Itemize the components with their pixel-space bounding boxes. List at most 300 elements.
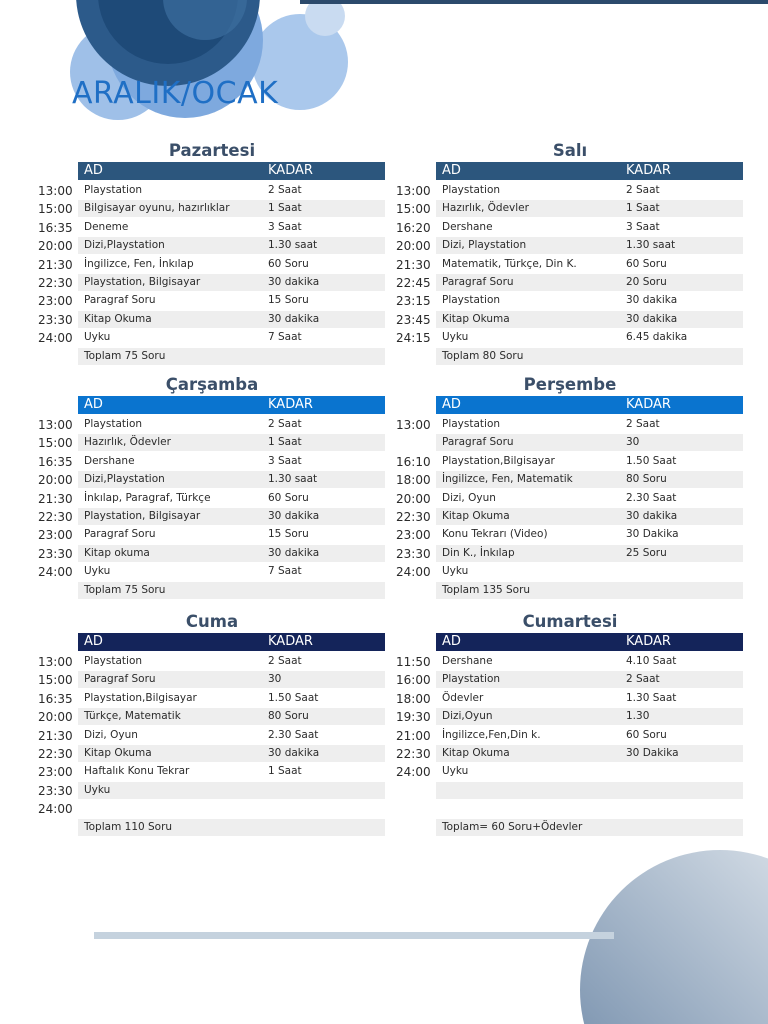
- row-activity: Dizi, Oyun: [84, 728, 138, 741]
- table-row: [38, 653, 386, 671]
- row-activity: Playstation: [84, 184, 143, 196]
- row-time: 24:15: [396, 331, 431, 346]
- row-amount: 30 Dakika: [626, 747, 679, 759]
- row-cell: [436, 745, 743, 762]
- row-activity: İngilizce, Fen, İnkılap: [84, 257, 194, 270]
- row-time: 22:45: [396, 276, 431, 290]
- table-row: [38, 582, 386, 600]
- row-cell: [436, 563, 743, 580]
- day-block: [38, 141, 386, 366]
- day-block: [396, 612, 744, 837]
- table-row: [396, 274, 744, 292]
- row-time: 20:00: [38, 239, 73, 254]
- table-row: [38, 292, 386, 310]
- day-block: [396, 375, 744, 600]
- row-time: 24:00: [38, 331, 73, 346]
- row-activity: Uyku: [84, 783, 111, 796]
- table-row: [38, 745, 386, 763]
- table-row: [396, 800, 744, 818]
- row-cell: [78, 545, 385, 562]
- row-amount: 80 Soru: [268, 710, 309, 723]
- row-cell: [436, 200, 743, 217]
- row-activity: Konu Tekrarı (Video): [442, 528, 548, 541]
- header-kadar: KADAR: [626, 163, 671, 178]
- table-row: [396, 182, 744, 200]
- header-kadar: KADAR: [626, 397, 671, 412]
- row-time: 21:30: [396, 257, 431, 272]
- row-cell: [78, 182, 385, 199]
- row-amount: 30 dakika: [268, 546, 320, 559]
- table-header: [436, 162, 743, 180]
- table-row: [38, 782, 386, 800]
- row-amount: 1 Saat: [626, 202, 660, 215]
- row-amount: 30 dakika: [268, 312, 320, 325]
- row-amount: 2 Saat: [626, 673, 660, 686]
- day-title: Pazartesi: [168, 141, 256, 160]
- row-amount: 1 Saat: [268, 202, 302, 215]
- day-block: [38, 375, 386, 600]
- table-row: [38, 182, 386, 200]
- row-amount: 7 Saat: [268, 565, 302, 578]
- row-cell: [78, 745, 385, 762]
- row-amount: 60 Soru: [268, 257, 309, 270]
- row-cell: [436, 292, 743, 309]
- header-ad: AD: [84, 397, 103, 412]
- row-amount: 15 Soru: [268, 294, 309, 307]
- row-time: 23:00: [396, 528, 431, 543]
- row-cell: [436, 819, 743, 836]
- header-kadar: KADAR: [268, 163, 313, 178]
- row-time: 21:30: [38, 491, 73, 506]
- row-activity: Playstation, Bilgisayar: [84, 510, 201, 522]
- table-row: [396, 416, 744, 434]
- row-time: 20:00: [396, 491, 431, 506]
- row-amount: 7 Saat: [268, 331, 302, 344]
- row-activity: Bilgisayar oyunu, hazırlıklar: [84, 202, 230, 215]
- header-kadar: KADAR: [268, 634, 313, 649]
- row-amount: 2.30 Saat: [626, 491, 677, 504]
- row-amount: 30 dakika: [268, 276, 320, 288]
- table-row: [38, 471, 386, 489]
- table-row: [396, 256, 744, 274]
- table-row: [38, 671, 386, 689]
- row-time: 23:30: [38, 546, 73, 561]
- table-row: [38, 690, 386, 708]
- table-row: [38, 763, 386, 781]
- row-activity: Toplam= 60 Soru+Ödevler: [442, 820, 583, 833]
- row-cell: [436, 526, 743, 543]
- row-cell: [436, 219, 743, 236]
- row-time: 16:35: [38, 691, 73, 706]
- row-amount: 30 dakika: [626, 510, 678, 522]
- row-cell: [78, 819, 385, 836]
- row-amount: 1.50 Saat: [626, 454, 677, 467]
- row-time: 11:50: [396, 655, 431, 669]
- table-row: [396, 582, 744, 600]
- row-time: 13:00: [38, 655, 73, 669]
- row-amount: 30: [626, 436, 640, 449]
- row-cell: [78, 800, 385, 817]
- row-activity: İnkılap, Paragraf, Türkçe: [84, 491, 211, 504]
- row-amount: 30 dakika: [626, 294, 678, 307]
- row-time: 15:00: [38, 202, 73, 217]
- row-amount: 1.30 saat: [268, 239, 318, 252]
- row-activity: Playstation: [84, 655, 143, 667]
- row-time: 16:35: [38, 454, 73, 469]
- row-cell: [436, 653, 743, 670]
- row-activity: Dizi, Oyun: [442, 491, 496, 504]
- row-activity: Dershane: [84, 454, 135, 467]
- row-time: 23:30: [38, 783, 73, 798]
- row-activity: Kitap Okuma: [442, 747, 510, 759]
- row-activity: Playstation: [442, 418, 501, 430]
- row-amount: 20 Soru: [626, 276, 667, 288]
- row-amount: 60 Soru: [626, 257, 667, 270]
- table-row: [38, 453, 386, 471]
- row-activity: Kitap Okuma: [84, 312, 152, 325]
- table-row: [38, 708, 386, 726]
- row-amount: 30 dakika: [626, 312, 678, 325]
- table-row: [396, 508, 744, 526]
- table-row: [396, 782, 744, 800]
- row-amount: 1.50 Saat: [268, 691, 319, 704]
- table-row: [396, 745, 744, 763]
- row-activity: Playstation: [442, 184, 501, 196]
- table-row: [38, 800, 386, 818]
- row-cell: [436, 256, 743, 273]
- row-time: 23:30: [38, 312, 73, 327]
- row-cell: [78, 708, 385, 725]
- row-activity: Paragraf Soru: [84, 528, 156, 541]
- row-time: 22:30: [38, 276, 73, 290]
- row-cell: [78, 453, 385, 470]
- table-row: [396, 819, 744, 837]
- table-row: [38, 545, 386, 563]
- row-amount: 1.30: [626, 710, 650, 723]
- row-cell: [78, 782, 385, 799]
- row-time: 23:45: [396, 312, 431, 327]
- row-cell: [78, 311, 385, 328]
- row-activity: Deneme: [84, 220, 129, 233]
- row-cell: [78, 200, 385, 217]
- header-ad: AD: [442, 397, 461, 412]
- row-activity: Hazırlık, Ödevler: [84, 436, 171, 449]
- table-row: [38, 727, 386, 745]
- table-row: [396, 453, 744, 471]
- row-time: 24:00: [38, 802, 73, 817]
- row-cell: [436, 182, 743, 199]
- row-activity: Paragraf Soru: [84, 294, 156, 307]
- row-amount: 1.30 saat: [626, 239, 676, 252]
- row-time: 15:00: [38, 673, 73, 688]
- row-activity: Kitap okuma: [84, 546, 150, 559]
- top-rule: [300, 0, 768, 4]
- row-amount: 2 Saat: [268, 418, 302, 430]
- row-cell: [78, 434, 385, 451]
- bottom-rule: [94, 932, 614, 939]
- row-activity: Toplam 110 Soru: [84, 820, 173, 833]
- row-cell: [436, 508, 743, 525]
- row-activity: Haftalık Konu Tekrar: [84, 765, 190, 778]
- day-title: Çarşamba: [165, 375, 259, 394]
- table-row: [38, 329, 386, 347]
- row-amount: 30: [268, 673, 282, 686]
- row-cell: [436, 490, 743, 507]
- row-cell: [78, 727, 385, 744]
- row-cell: [436, 348, 743, 365]
- table-header: [78, 633, 385, 651]
- table-header: [78, 162, 385, 180]
- row-time: 20:00: [38, 710, 73, 725]
- table-row: [38, 490, 386, 508]
- row-activity: Playstation,Bilgisayar: [84, 691, 197, 704]
- row-activity: Kitap Okuma: [442, 510, 510, 522]
- row-cell: [78, 219, 385, 236]
- row-time: 13:00: [38, 418, 73, 432]
- header-kadar: KADAR: [626, 634, 671, 649]
- row-cell: [78, 763, 385, 780]
- day-title: Salı: [552, 141, 588, 160]
- row-amount: 2 Saat: [626, 184, 660, 196]
- row-amount: 30 Dakika: [626, 528, 679, 541]
- row-amount: 30 dakika: [268, 510, 320, 522]
- table-row: [396, 490, 744, 508]
- row-time: 22:30: [38, 747, 73, 761]
- header-ad: AD: [442, 163, 461, 178]
- header-ad: AD: [442, 634, 461, 649]
- table-row: [396, 434, 744, 452]
- row-time: 16:10: [396, 454, 431, 469]
- row-time: 15:00: [396, 202, 431, 217]
- row-cell: [436, 329, 743, 346]
- row-time: 23:15: [396, 294, 431, 309]
- table-row: [38, 526, 386, 544]
- row-activity: Kitap Okuma: [442, 312, 510, 325]
- row-amount: 3 Saat: [626, 220, 660, 233]
- row-cell: [78, 671, 385, 688]
- table-row: [38, 274, 386, 292]
- table-row: [396, 671, 744, 689]
- row-activity: Playstation, Bilgisayar: [84, 276, 201, 288]
- row-time: 23:00: [38, 765, 73, 780]
- table-row: [396, 329, 744, 347]
- row-cell: [78, 256, 385, 273]
- table-row: [38, 256, 386, 274]
- table-row: [396, 727, 744, 745]
- row-activity: Playstation: [442, 294, 501, 307]
- row-cell: [436, 416, 743, 433]
- row-activity: Playstation: [84, 418, 143, 430]
- row-activity: Dershane: [442, 220, 493, 233]
- row-activity: Uyku: [442, 331, 469, 344]
- table-row: [396, 348, 744, 366]
- table-row: [38, 348, 386, 366]
- row-activity: Dizi,Playstation: [84, 239, 165, 252]
- day-title: Cuma: [185, 612, 239, 631]
- row-activity: Paragraf Soru: [442, 436, 514, 449]
- row-activity: Dizi, Playstation: [442, 239, 527, 252]
- row-time: 24:00: [396, 765, 431, 780]
- row-cell: [78, 653, 385, 670]
- row-amount: 2.30 Saat: [268, 728, 319, 741]
- table-row: [38, 508, 386, 526]
- row-amount: 60 Soru: [268, 491, 309, 504]
- table-row: [396, 545, 744, 563]
- row-cell: [78, 490, 385, 507]
- row-cell: [436, 782, 743, 799]
- row-activity: İngilizce, Fen, Matematik: [442, 473, 573, 486]
- day-title: Perşembe: [523, 375, 617, 394]
- row-cell: [436, 471, 743, 488]
- table-header: [436, 396, 743, 414]
- row-activity: Playstation,Bilgisayar: [442, 454, 555, 467]
- table-row: [38, 219, 386, 237]
- row-amount: 1.30 saat: [268, 473, 318, 486]
- row-cell: [78, 329, 385, 346]
- row-activity: Türkçe, Matematik: [84, 710, 181, 723]
- row-activity: Paragraf Soru: [442, 276, 514, 288]
- header-kadar: KADAR: [268, 397, 313, 412]
- row-cell: [436, 311, 743, 328]
- row-cell: [436, 708, 743, 725]
- row-amount: 3 Saat: [268, 220, 302, 233]
- day-block: [38, 612, 386, 837]
- row-time: 22:30: [396, 510, 431, 524]
- row-cell: [436, 763, 743, 780]
- row-time: 23:00: [38, 294, 73, 309]
- row-time: 20:00: [38, 473, 73, 488]
- table-row: [396, 237, 744, 255]
- row-cell: [436, 671, 743, 688]
- row-activity: Toplam 75 Soru: [84, 583, 166, 596]
- row-amount: 1.30 Saat: [626, 691, 677, 704]
- row-time: 15:00: [38, 436, 73, 451]
- row-amount: 3 Saat: [268, 454, 302, 467]
- row-time: 22:30: [396, 747, 431, 761]
- row-cell: [436, 545, 743, 562]
- table-row: [38, 819, 386, 837]
- table-header: [436, 633, 743, 651]
- row-time: 23:30: [396, 546, 431, 561]
- row-cell: [78, 526, 385, 543]
- row-time: 13:00: [396, 184, 431, 198]
- row-cell: [436, 582, 743, 599]
- row-amount: 2 Saat: [626, 418, 660, 430]
- row-cell: [436, 237, 743, 254]
- row-amount: 2 Saat: [268, 184, 302, 196]
- row-activity: Dershane: [442, 655, 493, 667]
- row-time: 16:00: [396, 673, 431, 688]
- row-time: 21:30: [38, 728, 73, 743]
- row-cell: [436, 690, 743, 707]
- row-cell: [78, 348, 385, 365]
- row-amount: 1 Saat: [268, 765, 302, 778]
- row-activity: Uyku: [442, 765, 469, 778]
- row-cell: [436, 434, 743, 451]
- table-row: [38, 237, 386, 255]
- row-amount: 80 Soru: [626, 473, 667, 486]
- table-row: [396, 292, 744, 310]
- row-cell: [78, 582, 385, 599]
- row-activity: Toplam 135 Soru: [442, 583, 531, 596]
- row-cell: [78, 292, 385, 309]
- row-activity: Uyku: [84, 565, 111, 578]
- row-amount: 4.10 Saat: [626, 655, 677, 667]
- row-activity: Paragraf Soru: [84, 673, 156, 686]
- row-cell: [78, 508, 385, 525]
- row-time: 21:30: [38, 257, 73, 272]
- row-activity: Din K., İnkılap: [442, 546, 515, 559]
- row-activity: Uyku: [442, 565, 469, 578]
- table-row: [396, 526, 744, 544]
- row-activity: Kitap Okuma: [84, 747, 152, 759]
- row-time: 13:00: [396, 418, 431, 432]
- row-activity: Toplam 80 Soru: [442, 349, 524, 362]
- table-row: [396, 471, 744, 489]
- row-cell: [78, 237, 385, 254]
- table-row: [38, 563, 386, 581]
- table-row: [396, 311, 744, 329]
- page-title: ARALIK/OCAK: [72, 76, 279, 111]
- row-amount: 30 dakika: [268, 747, 320, 759]
- table-row: [396, 708, 744, 726]
- row-activity: Playstation: [442, 673, 501, 686]
- row-time: 19:30: [396, 710, 431, 725]
- row-cell: [78, 690, 385, 707]
- row-time: 21:00: [396, 728, 431, 743]
- row-amount: 1 Saat: [268, 436, 302, 449]
- row-cell: [78, 274, 385, 291]
- row-activity: İngilizce,Fen,Din k.: [442, 728, 541, 741]
- table-row: [38, 416, 386, 434]
- row-time: 16:35: [38, 220, 73, 235]
- row-time: 18:00: [396, 691, 431, 706]
- table-row: [396, 763, 744, 781]
- row-time: 22:30: [38, 510, 73, 524]
- table-header: [78, 396, 385, 414]
- row-activity: Matematik, Türkçe, Din K.: [442, 257, 577, 270]
- table-row: [396, 653, 744, 671]
- row-activity: Hazırlık, Ödevler: [442, 202, 529, 215]
- table-row: [38, 434, 386, 452]
- row-time: 23:00: [38, 528, 73, 543]
- table-row: [396, 690, 744, 708]
- row-cell: [78, 563, 385, 580]
- row-cell: [436, 274, 743, 291]
- day-title: Cumartesi: [522, 612, 618, 631]
- row-activity: Dizi,Oyun: [442, 710, 493, 723]
- row-time: 20:00: [396, 239, 431, 254]
- row-time: 13:00: [38, 184, 73, 198]
- row-time: 16:20: [396, 220, 431, 235]
- row-cell: [78, 471, 385, 488]
- row-cell: [436, 453, 743, 470]
- header-ad: AD: [84, 163, 103, 178]
- row-activity: Uyku: [84, 331, 111, 344]
- day-block: [396, 141, 744, 366]
- table-row: [396, 219, 744, 237]
- row-cell: [436, 800, 743, 817]
- row-time: 24:00: [396, 565, 431, 580]
- table-row: [38, 311, 386, 329]
- table-row: [38, 200, 386, 218]
- row-activity: Toplam 75 Soru: [84, 349, 166, 362]
- row-amount: 6.45 dakika: [626, 331, 688, 344]
- row-cell: [436, 727, 743, 744]
- row-cell: [78, 416, 385, 433]
- row-amount: 2 Saat: [268, 655, 302, 667]
- row-time: 18:00: [396, 473, 431, 488]
